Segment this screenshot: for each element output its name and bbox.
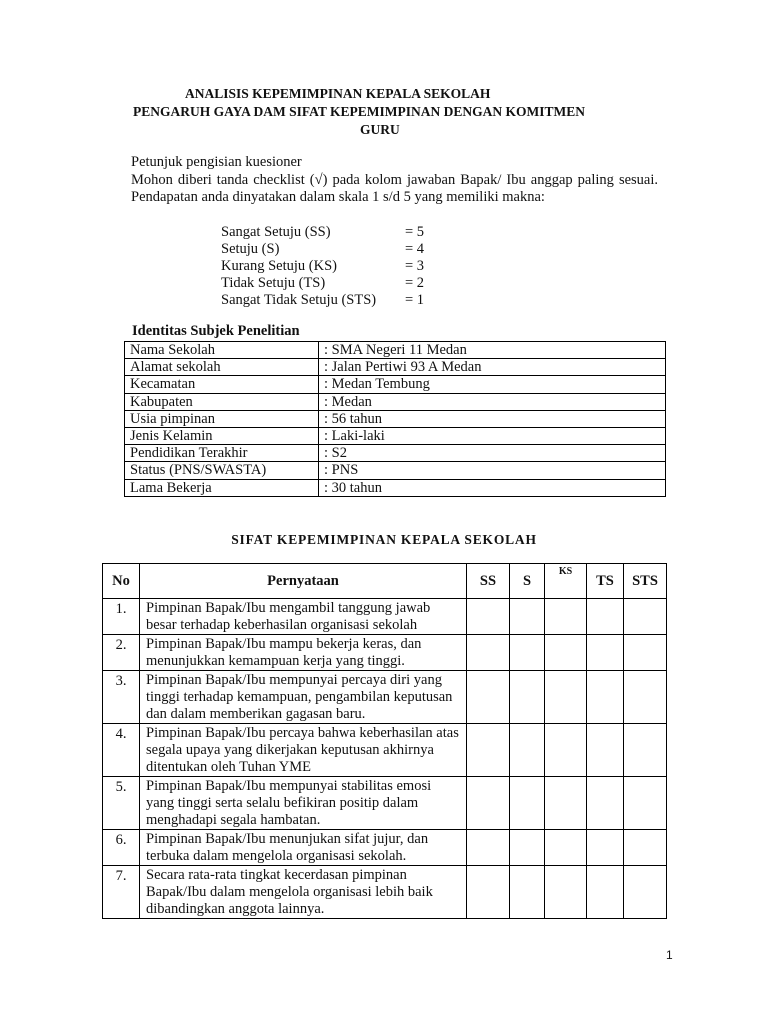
table-row [103, 724, 667, 777]
answer-cell-s[interactable] [510, 635, 545, 671]
answer-cell-sts[interactable] [624, 777, 667, 830]
column-header-no: No [103, 564, 140, 599]
item-statement: Pimpinan Bapak/Ibu menunjukan sifat jujur, dan terbuka dalam mengelola organisasi sekolah. [140, 830, 467, 866]
section-title: SIFAT KEPEMIMPINAN KEPALA SEKOLAH [231, 532, 537, 547]
instructions-text: Mohon diberi tanda checklist (√) pada kolom jawaban Bapak/ Ibu anggap paling sesuai. Pendapatan anda dinyatakan dalam skala 1 s/d 5 yang memiliki makna: [131, 172, 658, 205]
item-statement: Pimpinan Bapak/Ibu mampu bekerja keras, dan menunjukkan kemampuan kerja yang tinggi. [140, 635, 467, 671]
column-header-sts: STS [624, 564, 667, 599]
answer-cell-s[interactable] [510, 830, 545, 866]
answer-cell-sts[interactable] [624, 635, 667, 671]
identity-value: : Laki-laki [319, 427, 666, 444]
item-number: 4. [103, 724, 140, 777]
item-statement: Pimpinan Bapak/Ibu mengambil tanggung jawab besar terhadap keberhasilan organisasi sekolah [140, 599, 467, 635]
answer-cell-sts[interactable] [624, 724, 667, 777]
identity-key: Pendidikan Terakhir [125, 445, 319, 462]
scale-label: Setuju (S) [221, 241, 280, 257]
questionnaire-table [102, 563, 667, 919]
identity-key: Nama Sekolah [125, 342, 319, 359]
document-title-line2: PENGARUH GAYA DAM SIFAT KEPEMIMPINAN DENGAN KOMITMEN [133, 104, 586, 119]
item-number: 6. [103, 830, 140, 866]
answer-cell-ss[interactable] [467, 724, 510, 777]
answer-cell-ks[interactable] [545, 777, 587, 830]
scale-label: Sangat Tidak Setuju (STS) [221, 292, 377, 308]
identity-table [124, 341, 666, 497]
item-statement: Pimpinan Bapak/Ibu mempunyai stabilitas emosi yang tinggi serta selalu befikiran positip dalam menghadapi segala hambatan. [140, 777, 467, 830]
answer-cell-ts[interactable] [587, 599, 624, 635]
table-row [125, 462, 666, 479]
column-header-ss: SS [467, 564, 510, 599]
answer-cell-ss[interactable] [467, 830, 510, 866]
identity-key: Status (PNS/SWASTA) [125, 462, 319, 479]
identity-value: : 30 tahun [319, 479, 666, 496]
identity-value: : Jalan Pertiwi 93 A Medan [319, 359, 666, 376]
identity-value: : PNS [319, 462, 666, 479]
column-header-statement: Pernyataan [140, 564, 467, 599]
answer-cell-s[interactable] [510, 599, 545, 635]
column-header-ks: KS [545, 564, 587, 599]
identity-key: Kecamatan [125, 376, 319, 393]
answer-cell-ss[interactable] [467, 777, 510, 830]
item-number: 7. [103, 866, 140, 919]
scale-value: = 1 [405, 292, 425, 308]
instructions-title: Petunjuk pengisian kuesioner [131, 154, 302, 170]
scale-label: Sangat Setuju (SS) [221, 224, 331, 240]
scale-value: = 4 [405, 241, 425, 257]
answer-cell-ss[interactable] [467, 671, 510, 724]
answer-cell-sts[interactable] [624, 671, 667, 724]
answer-cell-ts[interactable] [587, 866, 624, 919]
document-title-line1: ANALISIS KEPEMIMPINAN KEPALA SEKOLAH [185, 86, 491, 101]
item-statement: Pimpinan Bapak/Ibu mempunyai percaya diri yang tinggi terhadap kemampuan, pengambilan keputusan dan dalam memberikan gagasan baru. [140, 671, 467, 724]
answer-cell-ts[interactable] [587, 724, 624, 777]
answer-cell-sts[interactable] [624, 866, 667, 919]
answer-cell-sts[interactable] [624, 830, 667, 866]
answer-cell-ss[interactable] [467, 599, 510, 635]
answer-cell-ks[interactable] [545, 635, 587, 671]
page-number: 1 [666, 948, 673, 962]
identity-key: Jenis Kelamin [125, 427, 319, 444]
identity-key: Lama Bekerja [125, 479, 319, 496]
table-header-row [103, 564, 667, 599]
answer-cell-ts[interactable] [587, 671, 624, 724]
table-row [125, 427, 666, 444]
scale-value: = 2 [405, 275, 425, 291]
scale-label: Tidak Setuju (TS) [221, 275, 326, 291]
item-number: 3. [103, 671, 140, 724]
identity-heading: Identitas Subjek Penelitian [132, 323, 300, 339]
scale-value: = 5 [405, 224, 425, 240]
answer-cell-ss[interactable] [467, 866, 510, 919]
answer-cell-ks[interactable] [545, 599, 587, 635]
answer-cell-ks[interactable] [545, 724, 587, 777]
answer-cell-s[interactable] [510, 671, 545, 724]
table-row [125, 342, 666, 359]
item-statement: Pimpinan Bapak/Ibu percaya bahwa keberhasilan atas segala upaya yang dikerjakan keputusan akhirnya ditentukan oleh Tuhan YME [140, 724, 467, 777]
answer-cell-s[interactable] [510, 866, 545, 919]
table-row [103, 671, 667, 724]
answer-cell-ks[interactable] [545, 671, 587, 724]
document-title-line3: GURU [360, 122, 400, 137]
answer-cell-ss[interactable] [467, 635, 510, 671]
table-row [125, 393, 666, 410]
answer-cell-ts[interactable] [587, 830, 624, 866]
item-statement: Secara rata-rata tingkat kecerdasan pimpinan Bapak/Ibu dalam mengelola organisasi lebih baik dibandingkan anggota lainnya. [140, 866, 467, 919]
item-number: 5. [103, 777, 140, 830]
table-row [103, 599, 667, 635]
column-header-ts: TS [587, 564, 624, 599]
answer-cell-ks[interactable] [545, 830, 587, 866]
identity-key: Alamat sekolah [125, 359, 319, 376]
answer-cell-s[interactable] [510, 777, 545, 830]
table-row [103, 635, 667, 671]
table-row [103, 830, 667, 866]
table-row [125, 410, 666, 427]
identity-value: : 56 tahun [319, 410, 666, 427]
table-row [125, 359, 666, 376]
identity-key: Kabupaten [125, 393, 319, 410]
scale-value: = 3 [405, 258, 425, 274]
answer-cell-sts[interactable] [624, 599, 667, 635]
column-header-s: S [510, 564, 545, 599]
answer-cell-ks[interactable] [545, 866, 587, 919]
answer-cell-ts[interactable] [587, 635, 624, 671]
identity-value: : Medan [319, 393, 666, 410]
table-row [103, 866, 667, 919]
identity-value: : S2 [319, 445, 666, 462]
item-number: 1. [103, 599, 140, 635]
table-row [125, 479, 666, 496]
table-row [125, 376, 666, 393]
identity-value: : SMA Negeri 11 Medan [319, 342, 666, 359]
item-number: 2. [103, 635, 140, 671]
identity-value: : Medan Tembung [319, 376, 666, 393]
answer-cell-s[interactable] [510, 724, 545, 777]
answer-cell-ts[interactable] [587, 777, 624, 830]
table-row [125, 445, 666, 462]
scale-label: Kurang Setuju (KS) [221, 258, 337, 274]
identity-key: Usia pimpinan [125, 410, 319, 427]
table-row [103, 777, 667, 830]
